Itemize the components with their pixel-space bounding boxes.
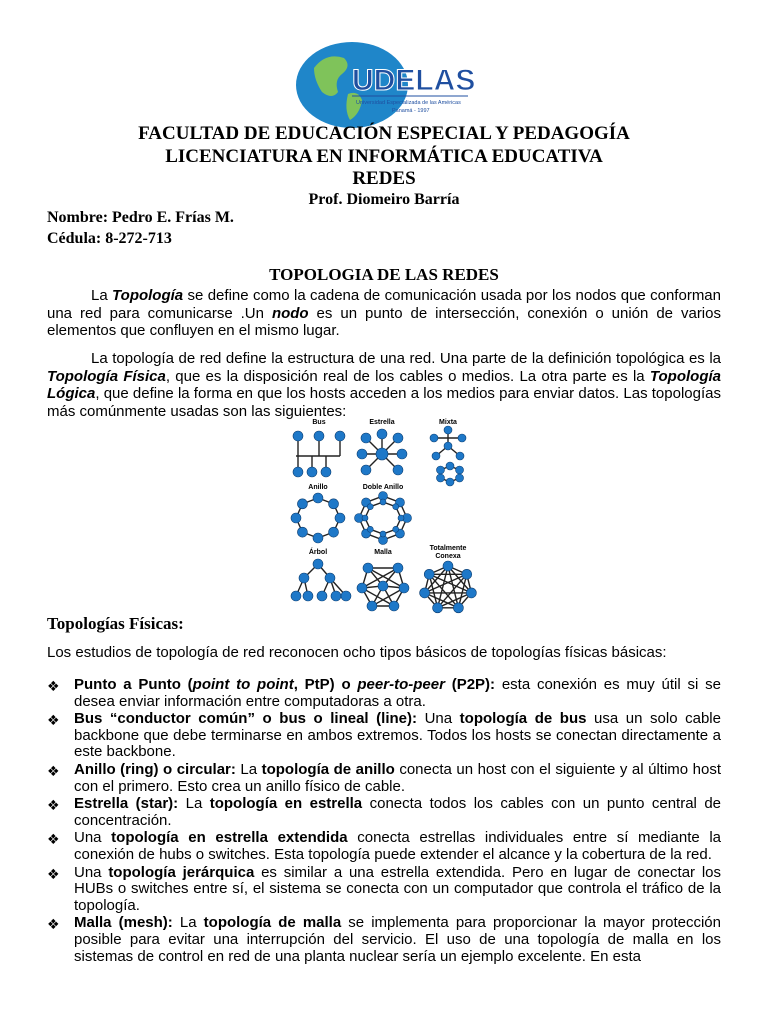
logo-text: UDELAS: [352, 64, 476, 97]
network-node: [291, 513, 301, 523]
network-node: [443, 561, 453, 571]
network-node: [389, 601, 399, 611]
network-node: [378, 581, 388, 591]
network-node: [397, 449, 407, 459]
label-conexa: Conexa: [435, 553, 461, 560]
network-node: [446, 478, 454, 486]
network-node: [376, 448, 388, 460]
network-node: [331, 591, 341, 601]
network-node: [357, 583, 367, 593]
label-anillo: Anillo: [308, 484, 328, 491]
network-node: [335, 431, 345, 441]
network-node: [444, 426, 452, 434]
network-node: [291, 591, 301, 601]
network-node: [341, 591, 351, 601]
network-node: [293, 467, 303, 477]
network-node: [361, 433, 371, 443]
network-node: [430, 434, 438, 442]
degree-title: LICENCIATURA EN INFORMÁTICA EDUCATIVA: [165, 146, 603, 167]
network-node: [398, 515, 404, 521]
network-node: [293, 431, 303, 441]
list-item-mesh: ❖ Malla (mesh): La topología de malla se implementa para proporcionar la mayor protección posible para evitar una interrupción del servicio. El uso de una topología de malla en los sistemas de control en red de una planta nuclear sería un ejemplo excelente. En esta: [47, 914, 721, 965]
topology-list: [47, 677, 721, 966]
bullet-icon: ❖: [47, 865, 60, 882]
bullet-icon: ❖: [47, 712, 60, 729]
bullet-icon: ❖: [47, 916, 60, 933]
network-node: [432, 452, 440, 460]
network-node: [458, 434, 466, 442]
network-node: [329, 499, 339, 509]
network-node: [466, 588, 476, 598]
network-node: [424, 569, 434, 579]
network-node: [456, 466, 464, 474]
network-node: [393, 433, 403, 443]
topology-diagram: [282, 416, 480, 616]
network-node: [314, 431, 324, 441]
subsection-title: Topologías Físicas:: [47, 614, 184, 633]
network-node: [363, 563, 373, 573]
network-node: [456, 452, 464, 460]
network-node: [420, 588, 430, 598]
network-node: [317, 591, 327, 601]
label-bus: Bus: [312, 419, 326, 426]
label-estrella: Estrella: [369, 419, 395, 426]
professor-name: Prof. Diomeiro Barría: [308, 191, 460, 208]
logo-subtext-year: Panamá - 1997: [392, 108, 430, 114]
list-item-star: ❖ Estrella (star): La topología en estrella conecta todos los cables con un punto central de concentración.: [47, 795, 722, 829]
list-item-bus: ❖ Bus “conductor común” o bus o lineal (line): Una topología de bus usa un solo cable backbone que debe terminarse en ambos extremos. Todos los hosts se conectan directamente a este backbone.: [47, 710, 721, 761]
network-node: [297, 499, 307, 509]
network-node: [325, 573, 335, 583]
network-node: [433, 603, 443, 613]
network-node: [436, 466, 444, 474]
list-item-point-to-point: ❖ Punto a Punto (point to point, PtP) o peer-to-peer (P2P): esta conexión es muy útil si se desea enviar información entre computadoras a otra.: [47, 676, 721, 710]
network-node: [453, 603, 463, 613]
list-item-extended-star: ❖ Una topología en estrella extendida conecta estrellas individuales entre sí mediante la conexión de hubs o switches. Esta topología puede extender el alcance y la cobertura de la red.: [47, 829, 722, 863]
network-node: [462, 569, 472, 579]
network-node: [361, 465, 371, 475]
student-name: Nombre: Pedro E. Frías M.: [47, 209, 234, 226]
paragraph-intro: La Topología se define como la cadena de comunicación usada por los nodos que conforman una red para comunicarse .Un nodo es un punto de intersección, conexión o unión de varios elementos que confluyen en el mismo lugar.: [47, 287, 721, 339]
bullet-icon: ❖: [47, 797, 60, 814]
faculty-title: FACULTAD DE EDUCACIÓN ESPECIAL Y PEDAGOGÍA: [138, 123, 630, 144]
bullet-icon: ❖: [47, 678, 60, 694]
student-id: Cédula: 8-272-713: [47, 230, 172, 247]
label-totalmente: Totalmente: [429, 545, 467, 552]
network-node: [313, 533, 323, 543]
network-node: [367, 526, 373, 532]
network-node: [446, 462, 454, 470]
network-node: [299, 573, 309, 583]
network-node: [399, 583, 409, 593]
network-node: [357, 449, 367, 459]
network-node: [313, 493, 323, 503]
list-item-ring: ❖ Anillo (ring) o circular: La topología de anillo conecta un host con el siguiente y al último host con el primero. Esto crea un anillo físico de cable.: [47, 760, 721, 795]
network-node: [307, 467, 317, 477]
label-mixta: Mixta: [439, 419, 457, 426]
network-node: [436, 474, 444, 482]
network-node: [297, 527, 307, 537]
network-node: [444, 442, 452, 450]
network-node: [367, 601, 377, 611]
network-node: [393, 526, 399, 532]
label-arbol: Árbol: [308, 549, 328, 556]
course-title: REDES: [352, 168, 416, 189]
network-node: [380, 531, 386, 537]
network-node: [313, 559, 323, 569]
bullet-icon: ❖: [47, 762, 60, 779]
network-node: [393, 465, 403, 475]
logo-subtext: Universidad Especializada de las Américas: [356, 100, 461, 106]
network-node: [362, 515, 368, 521]
network-node: [335, 513, 345, 523]
paragraph-physical: Los estudios de topología de red reconocen ocho tipos básicos de topologías físicas básicas:: [47, 644, 667, 661]
list-item-hierarchical: ❖ Una topología jerárquica es similar a una estrella extendida. Pero en lugar de conectar los HUBs o switches entre sí, el sistema se conecta con un computador que controla el tráfico de la topología.: [47, 863, 721, 914]
network-node: [303, 591, 313, 601]
network-node: [380, 499, 386, 505]
paragraph-definition: La topología de red define la estructura de una red. Una parte de la definición topológica es la Topología Física, que es la disposición real de los cables o medios. La otra parte es la Topología Lógica, que define la forma en que los hosts acceden a los medios para enviar datos. Las topologías más comúnmente usadas son las siguientes:: [47, 350, 721, 420]
label-doble-anillo: Doble Anillo: [362, 484, 404, 491]
network-node: [329, 527, 339, 537]
network-node: [377, 429, 387, 439]
network-node: [393, 563, 403, 573]
network-node: [367, 504, 373, 510]
bullet-icon: ❖: [47, 831, 60, 848]
network-node: [393, 504, 399, 510]
network-node: [456, 474, 464, 482]
network-node: [321, 467, 331, 477]
section-title: TOPOLOGIA DE LAS REDES: [269, 265, 499, 284]
udelas-logo: [292, 40, 478, 130]
label-malla: Malla: [374, 549, 392, 556]
